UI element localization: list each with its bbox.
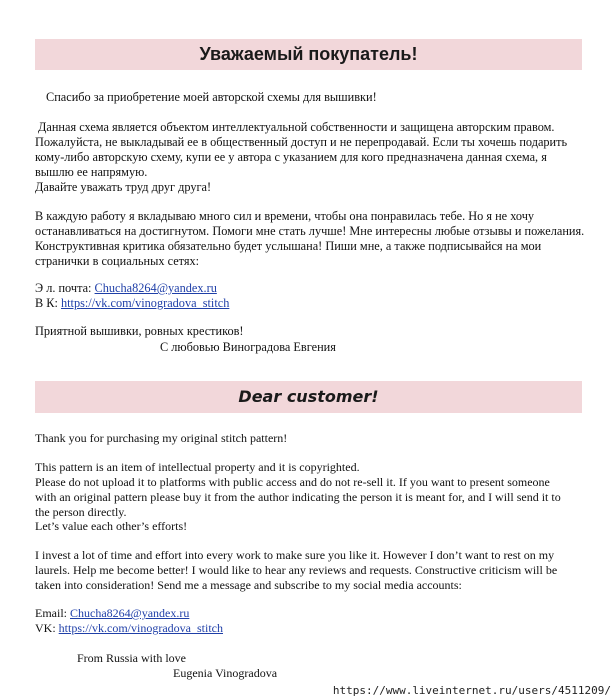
en-vk-label: VK: xyxy=(35,621,59,635)
ru-title-banner: Уважаемый покупатель! xyxy=(35,39,582,70)
en-closing-text: From Russia with love xyxy=(77,651,187,665)
ru-paragraph-line: вышлю ее напрямую. xyxy=(35,165,148,179)
ru-paragraph-line: Данная схема является объектом интеллектуальной собственности и защищена авторским правом. xyxy=(38,120,555,134)
ru-paragraph-line: Пожалуйста, не выкладывай ее в общественный доступ и не перепродавай. Если ты хочешь подарить xyxy=(35,135,568,149)
en-paragraph-line: Please do not upload it to platforms with public access and do not re-sell it. If you want to present someone xyxy=(35,475,550,489)
en-paragraph-line: Let’s value each other’s efforts! xyxy=(35,519,188,533)
en-vk-line xyxy=(35,621,610,636)
ru-thanks-text: Спасибо за приобретение моей авторской схемы для вышивки! xyxy=(46,90,377,104)
ru-paragraph-line: В каждую работу я вкладываю много сил и времени, чтобы она понравилась тебе. Но я не хочу xyxy=(35,209,535,223)
en-vk-link[interactable]: https://vk.com/vinogradova_stitch xyxy=(58,621,223,635)
en-paragraph-line: This pattern is an item of intellectual property and it is copyrighted. xyxy=(35,460,360,474)
en-signature: Eugenia Vinogradova xyxy=(173,666,278,680)
ru-email-link[interactable]: Chucha8264@yandex.ru xyxy=(94,281,217,295)
ru-paragraph-line: странички в социальных сетях: xyxy=(35,254,200,268)
en-paragraph-line: laurels. Help me become better! I would like to hear any reviews and requests. Constructive criticism will be xyxy=(35,563,558,577)
en-title-banner: Dear customer! xyxy=(35,381,582,413)
ru-closing-text: Приятной вышивки, ровных крестиков! xyxy=(35,324,244,338)
ru-vk-label: В К: xyxy=(35,296,61,310)
en-email-label: Email: xyxy=(35,606,70,620)
ru-paragraph-line: Давайте уважать труд друг друга! xyxy=(35,180,212,194)
ru-paragraph-line: кому-либо авторскую схему, купи ее у автора с указанием для кого предназначена данная схема, я xyxy=(35,150,547,164)
en-paragraph-line: I invest a lot of time and effort into every work to make sure you like it. However I don’t want to rest on my xyxy=(35,548,555,562)
ru-vk-link[interactable]: https://vk.com/vinogradova_stitch xyxy=(60,296,230,310)
ru-signature: С любовью Виноградова Евгения xyxy=(160,340,336,354)
ru-paragraph-line: останавливаться на достигнутом. Помоги мне стать лучше! Мне интересны любые отзывы и пожелания. xyxy=(35,224,585,238)
ru-email-line xyxy=(35,281,610,296)
en-paragraph-line: the person directly. xyxy=(35,505,127,519)
watermark-url: https://www.liveinternet.ru/users/4511209/ xyxy=(332,684,611,697)
en-email-line xyxy=(35,606,610,621)
en-paragraph-line: taken into consideration! Send me a message and subscribe to my social media accounts: xyxy=(35,578,462,592)
en-email-link[interactable]: Chucha8264@yandex.ru xyxy=(70,606,190,620)
en-paragraph-line: with an original pattern please buy it from the author indicating the person it is meant for, and I will send it to xyxy=(35,490,561,504)
ru-vk-line xyxy=(35,296,610,311)
ru-paragraph-line: Конструктивная критика обязательно будет услышана! Пиши мне, а также подписывайся на мои xyxy=(35,239,542,253)
ru-email-label: Э л. почта: xyxy=(35,281,95,295)
en-thanks-text: Thank you for purchasing my original stitch pattern! xyxy=(35,431,288,445)
